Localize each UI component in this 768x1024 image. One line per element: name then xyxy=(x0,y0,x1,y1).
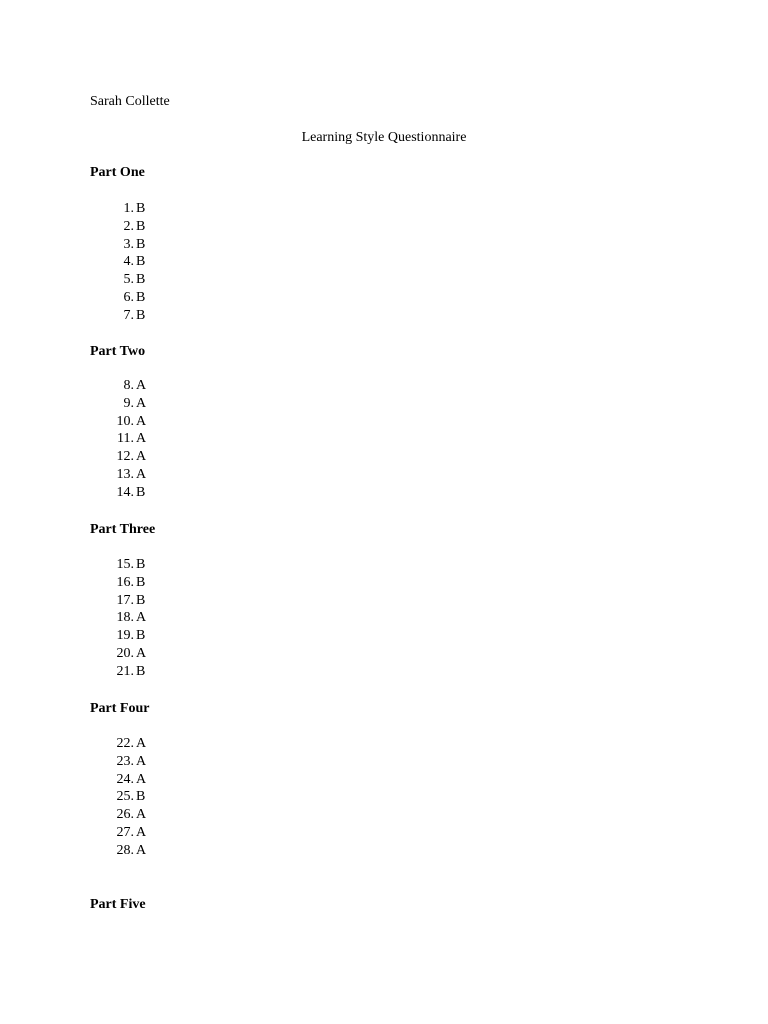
part-heading-three: Part Three xyxy=(90,522,156,537)
answer-item xyxy=(90,430,146,448)
answer-value: B xyxy=(136,663,146,679)
question-number: 10. xyxy=(116,413,134,429)
answer-value: B xyxy=(136,557,146,572)
part-heading-five: Part Five xyxy=(90,897,146,912)
answer-item xyxy=(90,806,146,824)
question-number: 1. xyxy=(123,201,134,216)
answer-item xyxy=(90,466,146,484)
question-number: 28. xyxy=(116,842,134,858)
answer-value: A xyxy=(136,378,147,393)
answer-item xyxy=(90,609,146,627)
answer-item xyxy=(90,377,146,395)
answer-value: A xyxy=(136,431,147,447)
answer-value: B xyxy=(136,289,146,305)
question-number: 6. xyxy=(123,289,134,305)
answer-value: B xyxy=(136,628,146,644)
answer-item xyxy=(90,413,146,431)
answer-item xyxy=(90,771,146,789)
question-number: 2. xyxy=(123,218,134,234)
question-number: 7. xyxy=(123,307,134,323)
answer-item xyxy=(90,271,145,289)
answer-value: A xyxy=(136,395,147,411)
answer-value: B xyxy=(136,574,146,590)
answer-item xyxy=(90,645,146,663)
answer-value: A xyxy=(136,413,147,429)
answer-item xyxy=(90,484,146,502)
answer-value: B xyxy=(136,201,146,216)
answer-item xyxy=(90,824,146,842)
answer-value: A xyxy=(136,466,147,482)
question-number: 17. xyxy=(116,592,134,608)
answer-value: A xyxy=(136,736,147,751)
question-number: 21. xyxy=(116,663,134,679)
answer-value: B xyxy=(136,484,146,500)
answer-item xyxy=(90,842,146,860)
question-number: 5. xyxy=(123,272,134,288)
answer-value: A xyxy=(136,824,147,840)
question-number: 23. xyxy=(116,753,134,769)
part-heading-two: Part Two xyxy=(90,344,146,359)
answer-item xyxy=(90,236,145,254)
answer-item xyxy=(90,753,146,771)
answer-value: B xyxy=(136,236,146,252)
answer-value: A xyxy=(136,610,147,626)
question-number: 26. xyxy=(116,807,134,823)
answer-value: B xyxy=(136,272,146,288)
answer-value: A xyxy=(136,771,147,787)
question-number: 8. xyxy=(123,378,134,393)
question-number: 12. xyxy=(116,449,134,465)
answer-item xyxy=(90,556,146,574)
answer-item xyxy=(90,253,145,271)
answer-item xyxy=(90,592,146,610)
question-number: 20. xyxy=(116,645,134,661)
answer-list-part-three xyxy=(90,556,146,681)
answer-value: A xyxy=(136,753,147,769)
answer-item xyxy=(90,448,146,466)
answer-item xyxy=(90,574,146,592)
answer-item xyxy=(90,788,146,806)
answer-item xyxy=(90,200,145,218)
answer-item xyxy=(90,289,145,307)
question-number: 9. xyxy=(123,395,134,411)
answer-value: B xyxy=(136,592,146,608)
question-number: 18. xyxy=(116,610,134,626)
answer-value: B xyxy=(136,307,146,323)
answer-item xyxy=(90,395,146,413)
question-number: 14. xyxy=(116,484,134,500)
answer-value: A xyxy=(136,807,147,823)
question-number: 27. xyxy=(116,824,134,840)
answer-item xyxy=(90,218,145,236)
question-number: 11. xyxy=(117,431,134,447)
part-heading-four: Part Four xyxy=(90,701,150,716)
question-number: 3. xyxy=(123,236,134,252)
answer-item xyxy=(90,735,146,753)
answer-value: B xyxy=(136,789,146,805)
document-title: Learning Style Questionnaire xyxy=(301,130,467,145)
question-number: 24. xyxy=(116,771,134,787)
part-heading-one: Part One xyxy=(90,165,145,180)
question-number: 13. xyxy=(116,466,134,482)
answer-item xyxy=(90,627,146,645)
answer-item xyxy=(90,663,146,681)
answer-value: A xyxy=(136,645,147,661)
question-number: 19. xyxy=(116,628,134,644)
answer-list-part-two xyxy=(90,377,146,502)
answer-value: A xyxy=(136,842,147,858)
question-number: 15. xyxy=(116,557,134,572)
answer-value: B xyxy=(136,254,146,270)
question-number: 25. xyxy=(116,789,134,805)
author-name: Sarah Collette xyxy=(90,94,170,109)
answer-value: A xyxy=(136,449,147,465)
answer-item xyxy=(90,307,145,325)
question-number: 4. xyxy=(123,254,134,270)
answer-value: B xyxy=(136,218,146,234)
question-number: 22. xyxy=(116,736,134,751)
question-number: 16. xyxy=(116,574,134,590)
answer-list-part-one xyxy=(90,200,145,325)
answer-list-part-four xyxy=(90,735,146,860)
